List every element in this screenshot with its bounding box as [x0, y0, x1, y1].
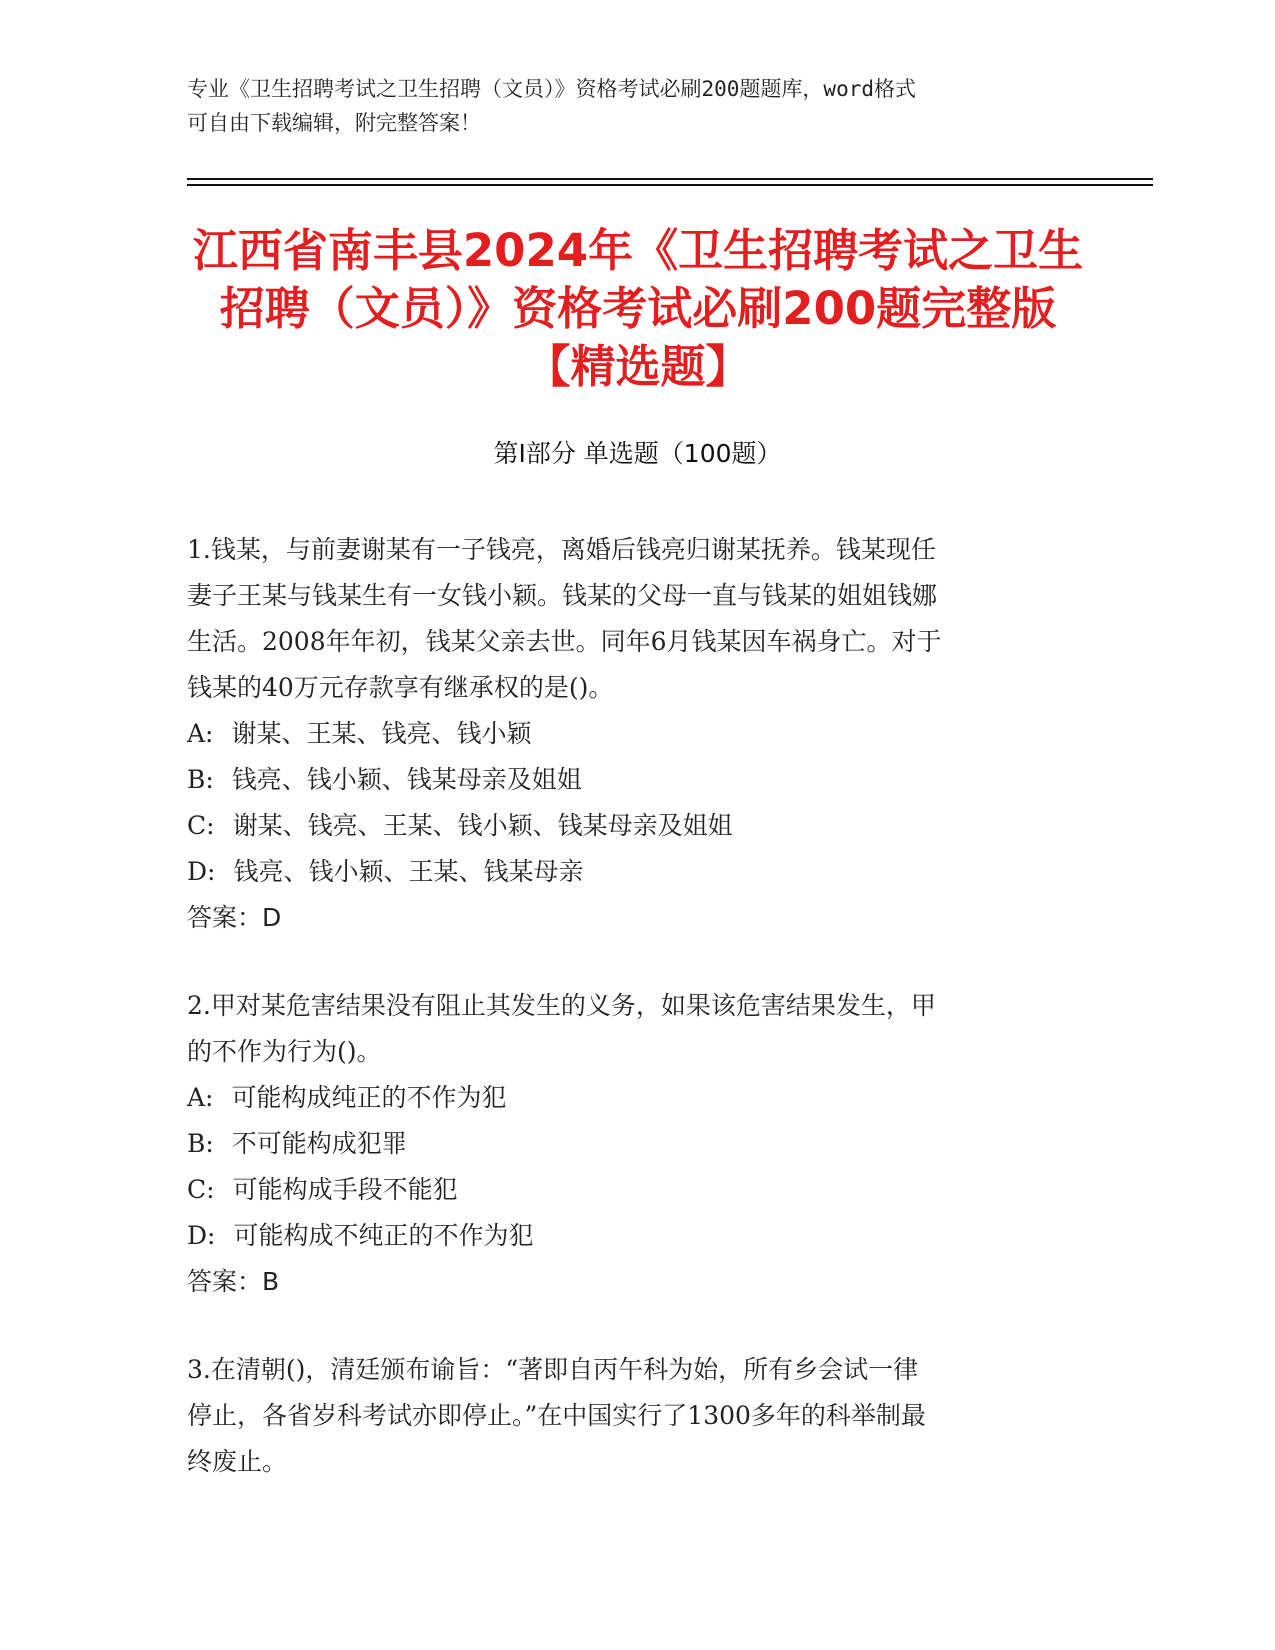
option-letter: D:: [187, 1221, 216, 1250]
option-c: [187, 1167, 1067, 1213]
question-1: [187, 527, 1067, 941]
question-stem-line: 1.钱某，与前妻谢某有一子钱亮，离婚后钱亮归谢某抚养。钱某现任: [187, 535, 936, 564]
question-list: [187, 527, 1067, 1527]
header-divider-bottom: [187, 184, 1153, 186]
header-divider-top: [187, 178, 1153, 180]
option-text: 不可能构成犯罪: [231, 1129, 407, 1158]
option-c: [187, 803, 1067, 849]
title-line-3: 【精选题】: [525, 340, 751, 393]
option-letter: B:: [187, 765, 214, 794]
document-title: [150, 222, 1126, 396]
option-letter: C:: [187, 811, 215, 840]
question-stem-line: 停止，各省岁科考试亦即停止。”在中国实行了1300多年的科举制最: [187, 1401, 926, 1430]
answer-line: 答案：D: [187, 903, 282, 932]
option-letter: D:: [187, 857, 216, 886]
option-d: [187, 849, 1067, 895]
option-text: 谢某、王某、钱亮、钱小颖: [231, 719, 532, 748]
option-letter: B:: [187, 1129, 214, 1158]
option-a: [187, 711, 1067, 757]
option-text: 可能构成纯正的不作为犯: [231, 1083, 507, 1112]
option-text: 钱亮、钱小颖、王某、钱某母亲: [233, 857, 584, 886]
option-b: [187, 1121, 1067, 1167]
option-letter: C:: [187, 1175, 215, 1204]
option-letter: A:: [187, 1083, 214, 1112]
header-note-line-1: 专业《卫生招聘考试之卫生招聘（文员）》资格考试必刷200题题库，word格式: [187, 77, 916, 101]
option-text: 可能构成手段不能犯: [232, 1175, 458, 1204]
header-note-line-2: 可自由下载编辑，附完整答案！: [187, 111, 481, 135]
question-stem-line: 3.在清朝()，清廷颁布谕旨：“著即自丙午科为始，所有乡会试一律: [187, 1355, 919, 1384]
section-heading: 第Ⅰ部分 单选题（100题）: [493, 439, 782, 468]
title-line-1: 江西省南丰县2024年《卫生招聘考试之卫生: [192, 224, 1084, 277]
question-stem-line: 的不作为行为()。: [187, 1037, 382, 1066]
option-d: [187, 1213, 1067, 1259]
header-note: [187, 72, 1067, 140]
question-stem-line: 终废止。: [187, 1447, 288, 1476]
title-line-2: 招聘（文员）》资格考试必刷200题完整版: [219, 282, 1057, 335]
question-stem-line: 2.甲对某危害结果没有阻止其发生的义务，如果该危害结果发生，甲: [187, 991, 936, 1020]
question-stem-line: 生活。2008年年初，钱某父亲去世。同年6月钱某因车祸身亡。对于: [187, 627, 942, 656]
answer-line: 答案：B: [187, 1267, 280, 1296]
option-letter: A:: [187, 719, 214, 748]
question-stem-line: 妻子王某与钱某生有一女钱小颖。钱某的父母一直与钱某的姐姐钱娜: [187, 581, 938, 610]
option-b: [187, 757, 1067, 803]
option-a: [187, 1075, 1067, 1121]
question-2: [187, 983, 1067, 1305]
question-stem-line: 钱某的40万元存款享有继承权的是()。: [187, 673, 614, 702]
option-text: 谢某、钱亮、王某、钱小颖、钱某母亲及姐姐: [232, 811, 733, 840]
option-text: 可能构成不纯正的不作为犯: [233, 1221, 534, 1250]
option-text: 钱亮、钱小颖、钱某母亲及姐姐: [231, 765, 582, 794]
question-3: [187, 1347, 1067, 1485]
